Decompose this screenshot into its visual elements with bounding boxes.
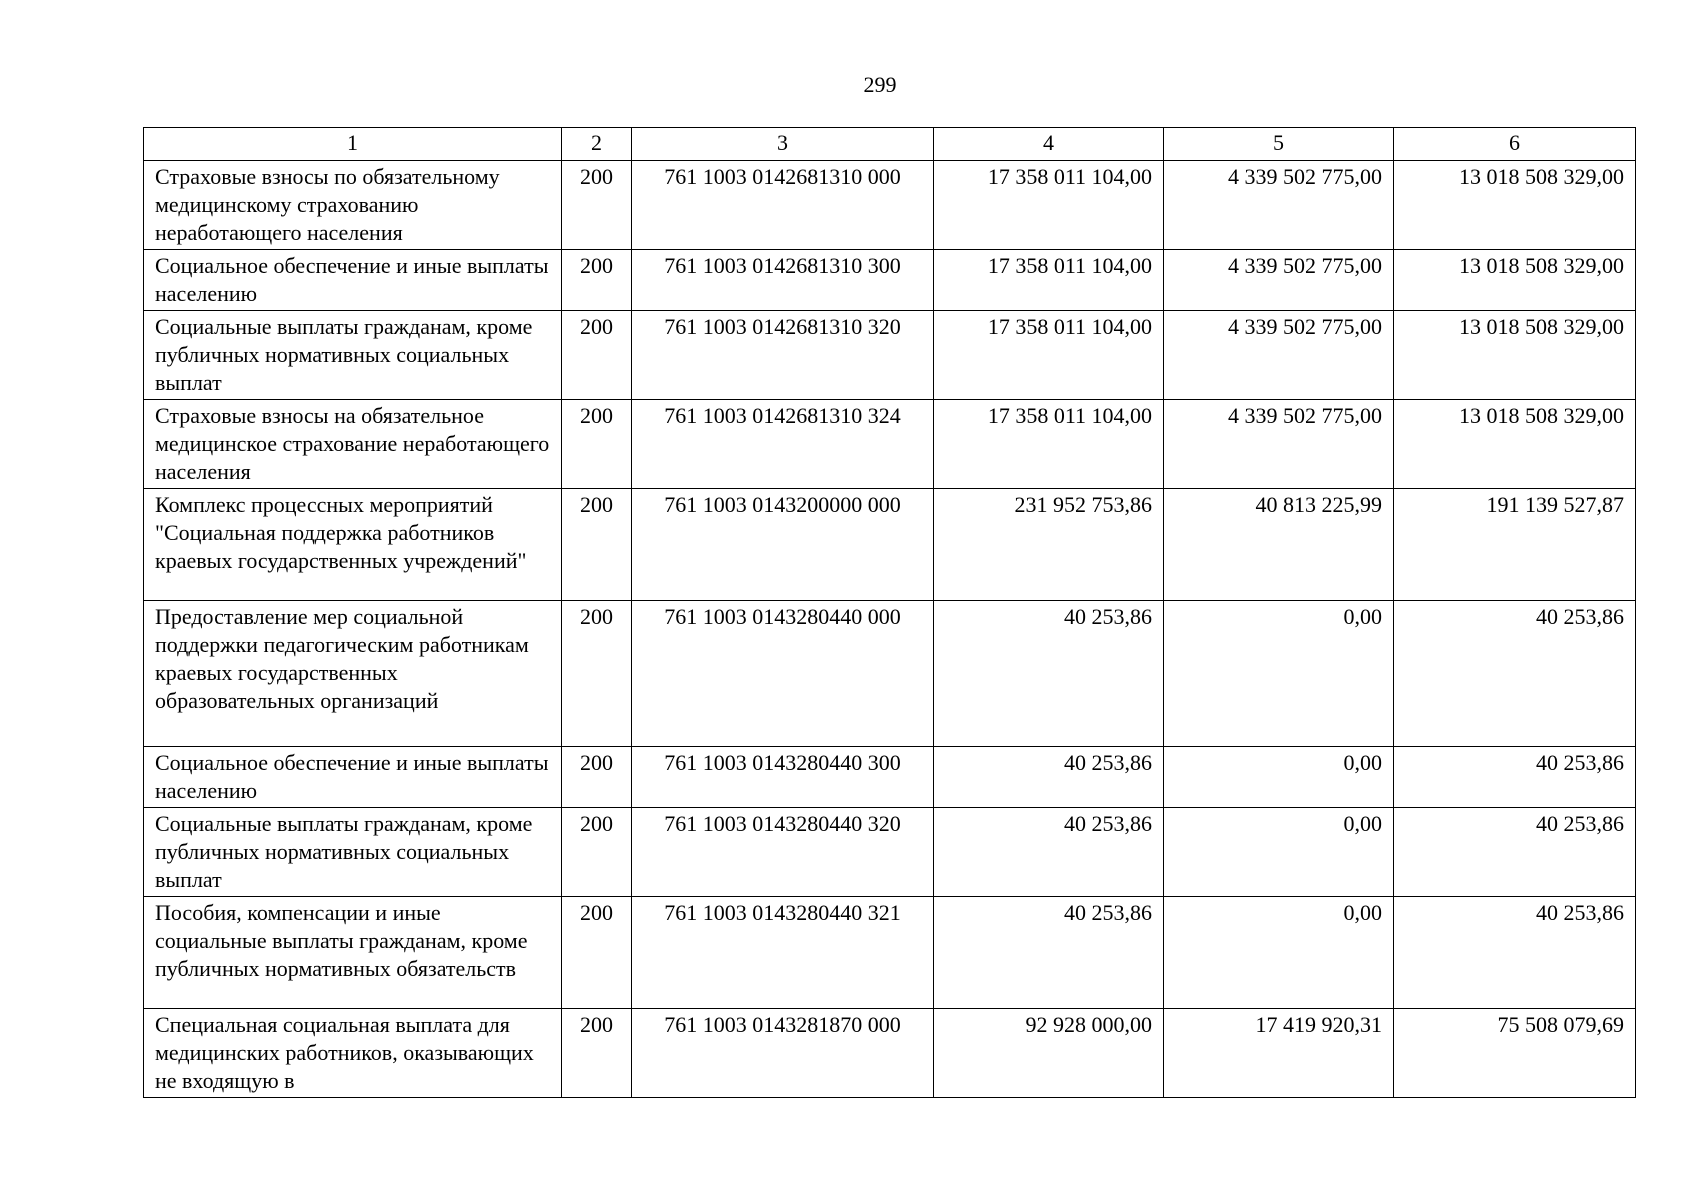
- row-unexecuted-amount: 13 018 508 329,00: [1394, 161, 1636, 250]
- table-row: [144, 489, 1636, 601]
- row-line-code: 200: [562, 897, 632, 1009]
- row-approved-amount: 40 253,86: [934, 747, 1164, 808]
- row-unexecuted-amount: 191 139 527,87: [1394, 489, 1636, 601]
- row-unexecuted-amount: 75 508 079,69: [1394, 1009, 1636, 1098]
- budget-table: [143, 127, 1636, 1098]
- row-approved-amount: 231 952 753,86: [934, 489, 1164, 601]
- row-executed-amount: 17 419 920,31: [1164, 1009, 1394, 1098]
- row-approved-amount: 40 253,86: [934, 601, 1164, 747]
- row-name: Страховые взносы по обязательному медицинскому страхованию неработающего населения: [144, 161, 562, 250]
- row-unexecuted-amount: 13 018 508 329,00: [1394, 400, 1636, 489]
- header-row: [144, 128, 1636, 161]
- table-row: [144, 747, 1636, 808]
- row-approved-amount: 40 253,86: [934, 897, 1164, 1009]
- row-executed-amount: 0,00: [1164, 897, 1394, 1009]
- column-header: 3: [632, 128, 934, 161]
- table-body: [144, 161, 1636, 1098]
- table-row: [144, 250, 1636, 311]
- row-name: Социальные выплаты гражданам, кроме публичных нормативных социальных выплат: [144, 808, 562, 897]
- table-row: [144, 897, 1636, 1009]
- row-unexecuted-amount: 13 018 508 329,00: [1394, 250, 1636, 311]
- row-unexecuted-amount: 13 018 508 329,00: [1394, 311, 1636, 400]
- row-line-code: 200: [562, 1009, 632, 1098]
- row-unexecuted-amount: 40 253,86: [1394, 808, 1636, 897]
- row-budget-code: 761 1003 0143200000 000: [632, 489, 934, 601]
- row-approved-amount: 17 358 011 104,00: [934, 250, 1164, 311]
- row-executed-amount: 0,00: [1164, 747, 1394, 808]
- column-header: 6: [1394, 128, 1636, 161]
- column-header: 2: [562, 128, 632, 161]
- row-executed-amount: 40 813 225,99: [1164, 489, 1394, 601]
- row-budget-code: 761 1003 0142681310 000: [632, 161, 934, 250]
- row-budget-code: 761 1003 0143280440 300: [632, 747, 934, 808]
- row-name: Специальная социальная выплата для медицинских работников, оказывающих не входящую в: [144, 1009, 562, 1098]
- row-budget-code: 761 1003 0143280440 320: [632, 808, 934, 897]
- row-name: Страховые взносы на обязательное медицинское страхование неработающего населения: [144, 400, 562, 489]
- row-line-code: 200: [562, 489, 632, 601]
- row-approved-amount: 17 358 011 104,00: [934, 311, 1164, 400]
- page-number: 299: [863, 72, 897, 97]
- table-row: [144, 601, 1636, 747]
- table-row: [144, 400, 1636, 489]
- row-line-code: 200: [562, 250, 632, 311]
- row-approved-amount: 92 928 000,00: [934, 1009, 1164, 1098]
- row-unexecuted-amount: 40 253,86: [1394, 601, 1636, 747]
- row-executed-amount: 4 339 502 775,00: [1164, 311, 1394, 400]
- row-line-code: 200: [562, 808, 632, 897]
- row-executed-amount: 4 339 502 775,00: [1164, 400, 1394, 489]
- row-budget-code: 761 1003 0142681310 324: [632, 400, 934, 489]
- table-row: [144, 161, 1636, 250]
- row-line-code: 200: [562, 161, 632, 250]
- table-header: [144, 128, 1636, 161]
- row-approved-amount: 17 358 011 104,00: [934, 161, 1164, 250]
- row-line-code: 200: [562, 601, 632, 747]
- row-unexecuted-amount: 40 253,86: [1394, 747, 1636, 808]
- row-budget-code: 761 1003 0142681310 320: [632, 311, 934, 400]
- column-header: 1: [144, 128, 562, 161]
- row-executed-amount: 4 339 502 775,00: [1164, 250, 1394, 311]
- row-executed-amount: 4 339 502 775,00: [1164, 161, 1394, 250]
- row-executed-amount: 0,00: [1164, 808, 1394, 897]
- row-name: Предоставление мер социальной поддержки педагогическим работникам краевых государственных образовательных организаций: [144, 601, 562, 747]
- row-name: Пособия, компенсации и иные социальные выплаты гражданам, кроме публичных нормативных обязательств: [144, 897, 562, 1009]
- row-budget-code: 761 1003 0142681310 300: [632, 250, 934, 311]
- row-line-code: 200: [562, 747, 632, 808]
- row-name: Социальное обеспечение и иные выплаты населению: [144, 747, 562, 808]
- row-line-code: 200: [562, 311, 632, 400]
- row-budget-code: 761 1003 0143280440 000: [632, 601, 934, 747]
- table-row: [144, 808, 1636, 897]
- row-name: Комплекс процессных мероприятий "Социальная поддержка работников краевых государственных учреждений": [144, 489, 562, 601]
- row-executed-amount: 0,00: [1164, 601, 1394, 747]
- column-header: 4: [934, 128, 1164, 161]
- row-name: Социальные выплаты гражданам, кроме публичных нормативных социальных выплат: [144, 311, 562, 400]
- row-name: Социальное обеспечение и иные выплаты населению: [144, 250, 562, 311]
- row-budget-code: 761 1003 0143281870 000: [632, 1009, 934, 1098]
- table-row: [144, 311, 1636, 400]
- row-approved-amount: 40 253,86: [934, 808, 1164, 897]
- table-row: [144, 1009, 1636, 1098]
- row-line-code: 200: [562, 400, 632, 489]
- row-approved-amount: 17 358 011 104,00: [934, 400, 1164, 489]
- row-unexecuted-amount: 40 253,86: [1394, 897, 1636, 1009]
- column-header: 5: [1164, 128, 1394, 161]
- row-budget-code: 761 1003 0143280440 321: [632, 897, 934, 1009]
